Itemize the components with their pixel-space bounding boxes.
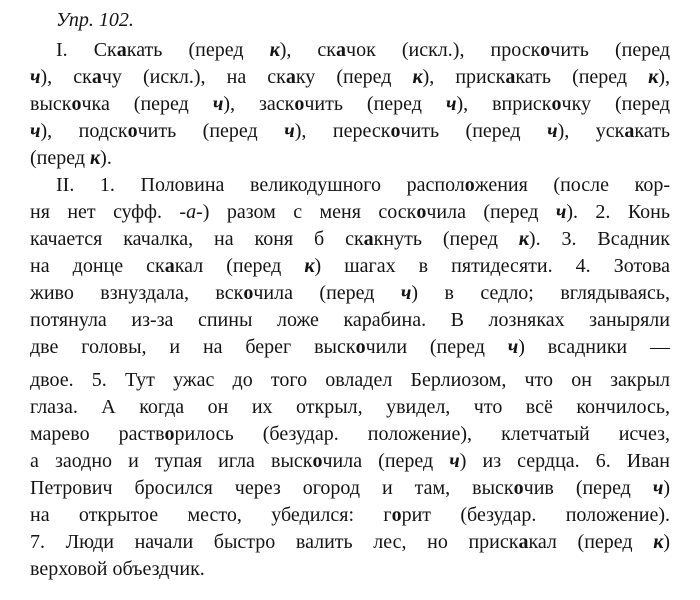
text-segment: выск — [30, 93, 72, 115]
text-segment: рилось (безудар. положение), клетчатый исчез, — [174, 423, 670, 445]
text-line — [30, 145, 670, 172]
text-line — [30, 556, 670, 583]
text-segment: II. 1. Половина великодушного распол — [56, 174, 465, 196]
text-segment: жения (после кор- — [474, 174, 670, 196]
emphasized-letter: к — [653, 531, 664, 553]
emphasized-letter: а — [363, 228, 374, 250]
emphasized-letter: о — [312, 450, 323, 472]
emphasized-letter: а — [116, 39, 127, 61]
emphasized-letter: о — [540, 39, 551, 61]
text-segment: ) из сердца. 6. Иван — [459, 450, 671, 472]
emphasized-letter: ч — [555, 201, 567, 223]
text-segment: на донце ск — [30, 255, 165, 277]
emphasized-letter: ч — [507, 336, 519, 358]
emphasized-letter: о — [164, 423, 175, 445]
text-segment: ), — [658, 66, 670, 88]
text-line — [30, 37, 670, 64]
emphasized-letter: о — [71, 93, 82, 115]
emphasized-letter: к — [304, 255, 315, 277]
emphasized-letter: а — [285, 66, 296, 88]
emphasized-letter: о — [243, 282, 254, 304]
text-segment: ) шагах в пятидесяти. 4. Зотова — [314, 255, 670, 277]
text-segment: кал (перед — [528, 531, 654, 553]
text-segment: ), вприск — [456, 93, 552, 115]
text-line — [30, 64, 670, 91]
text-segment: I. Ск — [56, 39, 117, 61]
emphasized-letter: о — [294, 93, 305, 115]
text-line — [30, 199, 670, 226]
emphasized-letter: а — [518, 531, 529, 553]
text-segment: двое. 5. Тут ужас до того овладел Берлиозом, что он закрыл — [30, 369, 670, 391]
text-segment: ) — [663, 531, 670, 553]
emphasized-letter: о — [464, 174, 475, 196]
text-line — [30, 118, 670, 145]
text-segment: качается качалка, на коня б ск — [30, 228, 364, 250]
emphasized-letter: а — [91, 66, 102, 88]
text-segment: чу (искл.), на ск — [101, 66, 286, 88]
emphasized-letter: ч — [30, 120, 41, 142]
text-block — [30, 37, 670, 583]
text-segment: чила (перед — [253, 282, 401, 304]
emphasized-letter: ч — [652, 477, 664, 499]
emphasized-letter: о — [127, 120, 138, 142]
emphasized-letter: а — [336, 39, 347, 61]
text-segment: чить (перед — [550, 39, 671, 61]
text-segment: ) всадники — — [518, 336, 670, 358]
text-segment: ). — [100, 147, 112, 169]
emphasized-letter: о — [390, 120, 401, 142]
text-segment: рит (безудар. положение). — [401, 504, 670, 526]
emphasized-letter: а — [505, 66, 516, 88]
text-segment: Петрович бросился через огород и там, выск — [30, 477, 514, 499]
text-line — [30, 448, 670, 475]
exercise-title: Упр. 102. — [56, 9, 134, 31]
emphasized-letter: к — [412, 66, 423, 88]
text-segment: ), уск — [557, 120, 625, 142]
text-line — [30, 529, 670, 556]
text-segment: ) в седло; вглядываясь, — [411, 282, 671, 304]
text-segment: ня нет суфф. — [30, 201, 180, 223]
text-segment: чок (искл.), проск — [346, 39, 541, 61]
emphasized-letter: к — [90, 147, 101, 169]
text-segment: ), приск — [422, 66, 506, 88]
text-line — [30, 253, 670, 280]
text-line — [30, 172, 670, 199]
emphasized-letter: а — [164, 255, 175, 277]
text-line — [30, 502, 670, 529]
text-line — [30, 394, 670, 421]
text-segment: кнуть (перед — [373, 228, 519, 250]
emphasized-letter: ч — [212, 93, 224, 115]
text-line — [30, 334, 670, 361]
text-segment: ), переск — [294, 120, 391, 142]
text-segment: ), ск — [279, 39, 337, 61]
text-segment: кать (перед — [126, 39, 270, 61]
emphasized-letter: о — [551, 93, 562, 115]
text-segment: на открытое место, убедился: г — [30, 504, 392, 526]
text-segment: ). 3. Всадник — [528, 228, 671, 250]
text-line — [30, 475, 670, 502]
emphasized-letter: ч — [400, 282, 412, 304]
text-segment: чить (перед — [304, 93, 446, 115]
text-segment: кать — [634, 120, 670, 142]
text-segment: глаза. А когда он их открыл, увидел, что всё кончилось, — [30, 396, 670, 418]
emphasized-letter: к — [518, 228, 529, 250]
text-line — [30, 91, 670, 118]
text-line — [30, 226, 670, 253]
text-segment: чить (перед — [137, 120, 285, 142]
text-segment: 7. Люди начали быстро валить лес, но приск — [30, 531, 519, 553]
text-segment: чила (перед — [426, 201, 556, 223]
emphasized-letter: ч — [30, 66, 41, 88]
emphasized-letter: о — [355, 336, 366, 358]
text-segment: ), ск — [40, 66, 92, 88]
emphasized-letter: к — [648, 66, 659, 88]
emphasized-letter: о — [391, 504, 402, 526]
text-line — [30, 421, 670, 448]
text-segment: кать (перед — [515, 66, 649, 88]
text-segment: (перед — [30, 147, 91, 169]
emphasized-letter: ч — [284, 120, 295, 142]
text-segment: чила (перед — [322, 450, 450, 472]
text-line — [30, 307, 670, 334]
emphasized-letter: к — [269, 39, 280, 61]
emphasized-letter: ч — [449, 450, 460, 472]
text-segment: две головы, и на берег выск — [30, 336, 356, 358]
text-segment: ) разом с меня соск — [202, 201, 417, 223]
emphasized-letter: о — [513, 477, 524, 499]
text-segment: чить (перед — [400, 120, 548, 142]
text-segment: живо взнуздала, вск — [30, 282, 244, 304]
text-segment: чив (перед — [523, 477, 653, 499]
text-segment: чили (перед — [365, 336, 508, 358]
text-segment: ку (перед — [295, 66, 413, 88]
text-line — [30, 367, 670, 394]
emphasized-letter: -а- — [179, 201, 203, 223]
text-segment: ) — [663, 477, 670, 499]
emphasized-letter: ч — [445, 93, 457, 115]
text-segment: чку (перед — [561, 93, 671, 115]
text-segment: потянула из-за спины ложе карабина. В лозняках заныряли — [30, 309, 670, 331]
text-segment: ). 2. Конь — [566, 201, 671, 223]
emphasized-letter: о — [416, 201, 427, 223]
text-segment: ), подск — [40, 120, 128, 142]
text-segment: чка (перед — [81, 93, 213, 115]
text-segment: верховой объездчик. — [30, 558, 205, 580]
emphasized-letter: а — [624, 120, 635, 142]
text-segment: а заодно и тупая игла выск — [30, 450, 313, 472]
emphasized-letter: ч — [547, 120, 558, 142]
text-line — [30, 280, 670, 307]
text-segment: марево раств — [30, 423, 165, 445]
text-segment: ), заск — [223, 93, 295, 115]
text-segment: кал (перед — [174, 255, 305, 277]
